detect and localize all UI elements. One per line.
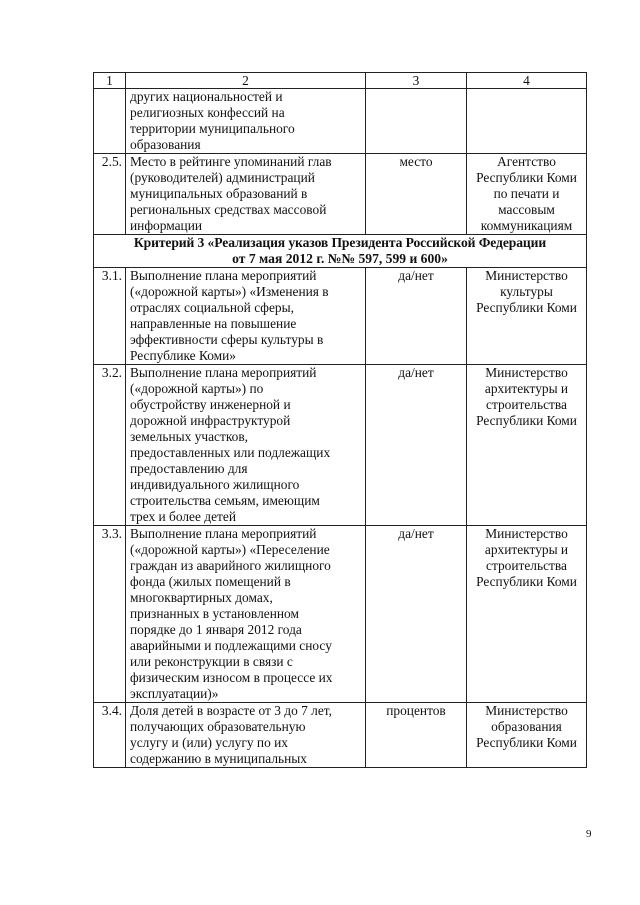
indicator-line: Доля детей в возрасте от 3 до 7 лет,: [130, 703, 332, 718]
indicator-line: получающих образовательную: [130, 719, 306, 734]
source-line: Министерство: [485, 365, 568, 380]
source-line: строительства: [486, 397, 567, 412]
criterion-heading-line: Критерий 3 «Реализация указов Президента Российской Федерации: [133, 235, 547, 250]
source-line: строительства: [486, 558, 567, 573]
indicator-cell: [126, 89, 366, 154]
criterion-heading: [94, 235, 587, 268]
table-row-continued: [94, 89, 587, 154]
source-cell: [467, 526, 587, 703]
indicator-line: граждан из аварийного жилищного: [130, 558, 331, 573]
header-col-3: 3: [366, 73, 467, 89]
indicator-line: фонда (жилых помещений в: [130, 574, 291, 589]
indicator-line: строительства семьям, имеющим: [130, 493, 320, 508]
source-cell: [467, 154, 587, 235]
indicator-line: многоквартирных домах,: [130, 590, 273, 605]
indicator-cell: [126, 268, 366, 365]
source-cell: [467, 365, 587, 526]
indicator-line: Выполнение плана мероприятий: [130, 526, 317, 541]
indicator-line: предоставлению для: [130, 461, 248, 476]
source-line: коммуникациям: [480, 218, 573, 233]
source-line: архитектуры и: [484, 542, 569, 557]
source-cell: [467, 268, 587, 365]
indicator-line: дорожной инфраструктурой: [130, 413, 291, 428]
indicator-line: («дорожной карты») «Переселение: [130, 542, 330, 557]
indicator-line: муниципальных образований в: [130, 186, 308, 201]
indicator-cell: [126, 365, 366, 526]
unit-cell: да/нет: [366, 365, 467, 526]
source-line: образования: [491, 719, 562, 734]
unit-cell: да/нет: [366, 268, 467, 365]
indicator-line: (руководителей) администраций: [130, 170, 315, 185]
indicator-line: («дорожной карты») по: [130, 381, 264, 396]
table-row-3-2: [94, 365, 587, 526]
indicator-line: отраслях социальной сферы,: [130, 300, 294, 315]
indicator-line: информации: [130, 218, 203, 233]
indicator-line: Место в рейтинге упоминаний глав: [130, 154, 332, 169]
indicator-line: образования: [130, 137, 201, 152]
indicator-line: физическим износом в процессе их: [130, 670, 333, 685]
table-header-row: [94, 73, 587, 89]
unit-cell: [366, 89, 467, 154]
source-line: Министерство: [485, 703, 568, 718]
source-line: Республики Коми: [476, 574, 577, 589]
header-col-2: 2: [126, 73, 366, 89]
indicator-line: трех и более детей: [130, 509, 237, 524]
row-number-cell: [94, 89, 126, 154]
indicator-cell: [126, 154, 366, 235]
row-number-cell: 3.1.: [94, 268, 126, 365]
indicator-line: Выполнение плана мероприятий: [130, 268, 317, 283]
source-line: Республики Коми: [476, 413, 577, 428]
header-col-1: 1: [94, 73, 126, 89]
indicator-line: Выполнение плана мероприятий: [130, 365, 317, 380]
table-row-3-4: [94, 703, 587, 768]
source-cell: [467, 89, 587, 154]
source-cell: [467, 703, 587, 768]
indicator-line: или реконструкции в связи с: [130, 654, 293, 669]
criterion-heading-line: от 7 мая 2012 г. №№ 597, 599 и 600»: [232, 251, 448, 266]
source-line: массовым: [498, 202, 555, 217]
table-row-2-5: [94, 154, 587, 235]
source-line: Агентство: [497, 154, 556, 169]
page-number: 9: [586, 828, 592, 840]
indicator-line: услугу и (или) услугу по их: [130, 735, 288, 750]
indicator-line: признанных в установленном: [130, 606, 299, 621]
row-number-cell: 3.4.: [94, 703, 126, 768]
row-number-cell: 3.3.: [94, 526, 126, 703]
indicator-line: земельных участков,: [130, 429, 249, 444]
indicator-cell: [126, 703, 366, 768]
indicator-line: Республике Коми»: [130, 348, 237, 363]
indicator-line: религиозных конфессий на: [130, 105, 285, 120]
indicator-line: эксплуатации)»: [130, 686, 219, 701]
table-row-3-1: [94, 268, 587, 365]
indicator-line: обустройству инженерной и: [130, 397, 291, 412]
row-number-cell: 3.2.: [94, 365, 126, 526]
unit-cell: место: [366, 154, 467, 235]
indicator-line: региональных средствах массовой: [130, 202, 327, 217]
indicator-line: эффективности сферы культуры в: [130, 332, 324, 347]
source-line: Министерство: [485, 526, 568, 541]
header-col-4: 4: [467, 73, 587, 89]
indicator-line: аварийными и подлежащими сносу: [130, 638, 332, 653]
indicator-line: территории муниципального: [130, 121, 295, 136]
source-line: Республики Коми: [476, 300, 577, 315]
row-number-cell: 2.5.: [94, 154, 126, 235]
criteria-table: [93, 72, 587, 768]
criterion-heading-row: [94, 235, 587, 268]
source-line: Министерство: [485, 268, 568, 283]
source-line: Республики Коми: [476, 170, 577, 185]
unit-cell: процентов: [366, 703, 467, 768]
indicator-line: индивидуального жилищного: [130, 477, 300, 492]
indicator-cell: [126, 526, 366, 703]
indicator-line: («дорожной карты») «Изменения в: [130, 284, 329, 299]
source-line: культуры: [500, 284, 553, 299]
table-row-3-3: [94, 526, 587, 703]
indicator-line: предоставленных или подлежащих: [130, 445, 331, 460]
source-line: по печати и: [493, 186, 560, 201]
source-line: архитектуры и: [484, 381, 569, 396]
unit-cell: да/нет: [366, 526, 467, 703]
indicator-line: других национальностей и: [130, 89, 283, 104]
indicator-line: направленные на повышение: [130, 316, 297, 331]
indicator-line: порядке до 1 января 2012 года: [130, 622, 302, 637]
indicator-line: содержанию в муниципальных: [130, 751, 307, 766]
source-line: Республики Коми: [476, 735, 577, 750]
